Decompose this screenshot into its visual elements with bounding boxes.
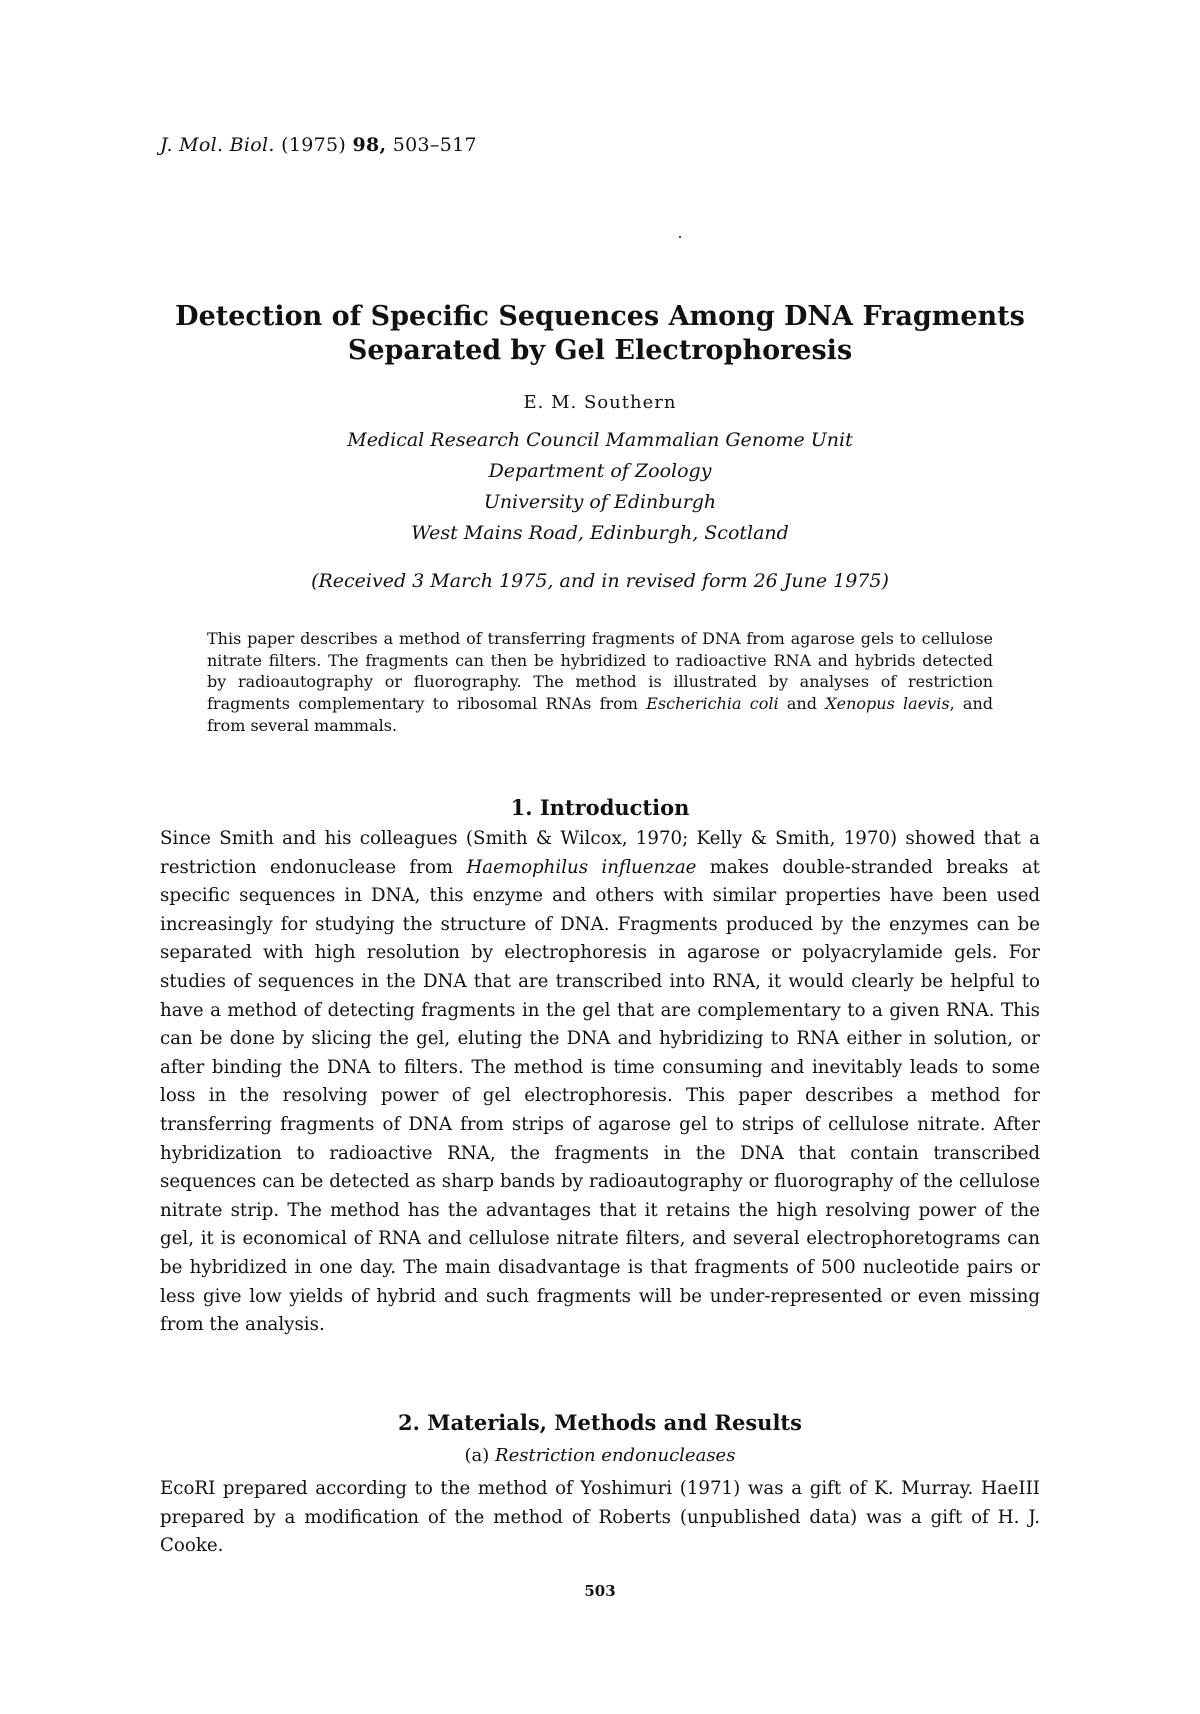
affiliation-block (160, 425, 1040, 549)
journal-pages: 503–517 (392, 134, 477, 156)
organism-name: Xenopus laevis (825, 694, 950, 714)
section-heading-methods: 2. Materials, Methods and Results (398, 1410, 802, 1435)
abstract-text: This paper describes a method of transferring fragments of DNA from agarose gels to cellulose nitrate filters. The fragments can then be hybridized to radioactive RNA and hybrids detected by radioautography or fluorography. The method is illustrated by analyses of restriction fragments complementary to ribosomal RNAs from (207, 629, 993, 714)
introduction-paragraph (160, 825, 1040, 1340)
organism-name: Escherichia coli (646, 694, 779, 714)
journal-name: J. Mol. Biol. (160, 134, 275, 156)
affiliation-line: Medical Research Council Mammalian Genome Unit (347, 429, 853, 451)
organism-name: Haemophilus influenzae (466, 856, 697, 878)
subsection-title: Restriction endonucleases (495, 1445, 736, 1466)
affiliation-line: University of Edinburgh (483, 491, 717, 513)
methods-paragraph: EcoRI prepared according to the method of Yoshimuri (1971) was a gift of K. Murray. HaeIII prepared by a modification of the method of Roberts (unpublished data) was a gift of H. J. Cooke. (160, 1478, 1040, 1557)
section-heading-introduction: 1. Introduction (510, 795, 690, 820)
subsection-heading (160, 1445, 1040, 1466)
paper-title (160, 300, 1040, 368)
title-line-1: Detection of Specific Sequences Among DNA Fragments (175, 301, 1025, 332)
journal-citation (160, 134, 477, 156)
received-date: (Received 3 March 1975, and in revised form 26 June 1975) (311, 570, 889, 592)
page-number: 503 (584, 1582, 616, 1600)
abstract-text: , and from several mammals. (207, 694, 993, 735)
journal-year: (1975) (281, 134, 347, 156)
author-name: E. M. Southern (523, 392, 677, 413)
title-line-2: Separated by Gel Electrophoresis (347, 335, 853, 366)
journal-volume: 98, (352, 134, 387, 156)
affiliation-line: West Mains Road, Edinburgh, Scotland (411, 522, 789, 544)
subsection-label: (a) (464, 1445, 490, 1466)
affiliation-line: Department of Zoology (488, 460, 712, 482)
paragraph-text: Since Smith and his colleagues (Smith & Wilcox, 1970; Kelly & Smith, 1970) showed that a restriction endonuclease from (160, 828, 1040, 878)
paragraph-text: makes double-stranded breaks at specific sequences in DNA, this enzyme and others with similar properties have been used increasingly for studying the structure of DNA. Fragments produced by the enzymes can be separated with high resolution by electrophoresis in agarose or polyacrylamide gels. For studies of sequences in the DNA that are transcribed into RNA, it would clearly be helpful to have a method of detecting fragments in the gel that are complementary to a given RNA. This can be done by slicing the gel, eluting the DNA and hybridizing to RNA either in solution, or after binding the DNA to filters. The method is time consuming and inevitably leads to some loss in the resolving power of gel electrophoresis. This paper describes a method for transferring fragments of DNA from strips of agarose gel to strips of cellulose nitrate. After hybridization to radioactive RNA, the fragments in the DNA that contain transcribed sequences can be detected as sharp bands by radioautography or fluorography of the cellulose nitrate strip. The method has the advantages that it retains the high resolving power of the gel, it is economical of RNA and cellulose nitrate filters, and several electrophoretograms can be hybridized in one day. The main disadvantage is that fragments of 500 nucleotide pairs or less give low yields of hybrid and such fragments will be under-represented or even missing from the analysis. (160, 856, 1040, 1336)
abstract-text: and (778, 694, 826, 714)
scan-speck (679, 236, 681, 238)
abstract (207, 628, 993, 737)
